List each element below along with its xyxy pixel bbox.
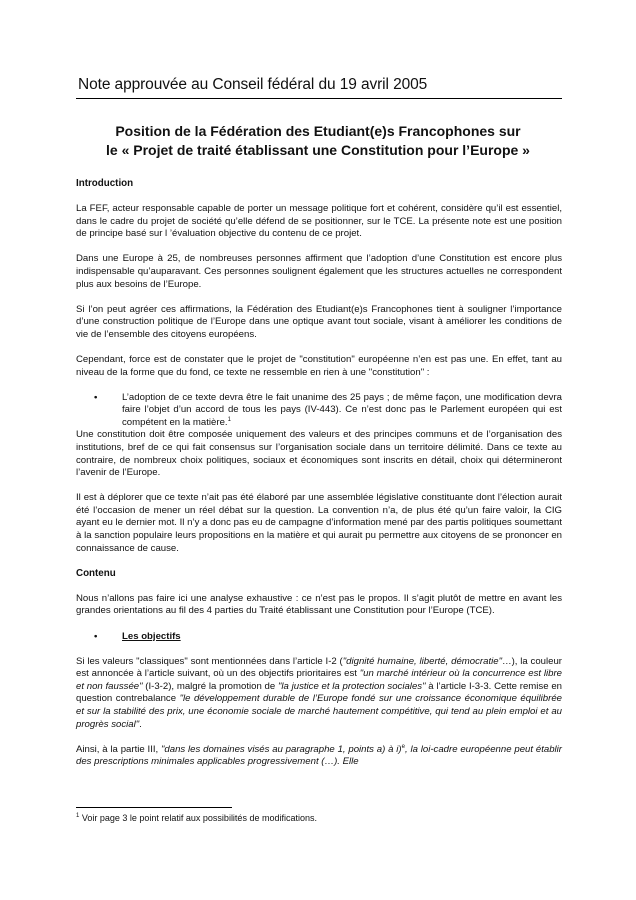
- text-run: à l’article I-3-3. Cette remise en question contrebalance: [76, 680, 562, 705]
- quote-run: "la justice et la protection sociales": [277, 680, 426, 692]
- quote-run: "le développement durable de l’Europe fondé sur une croissance économique équilibrée et sur la stabilité des prix, une économie sociale de marché hautement compétitive, qui tend au plein emploi et au progrès social": [76, 693, 563, 730]
- quote-run: "dans les domaines visés au paragraphe 1, points a) à i): [161, 743, 402, 755]
- paragraph: La FEF, acteur responsable capable de porter un message politique fort et cohérent, considère qu’il est essentiel, dans le cadre du projet de société qu’elle défend de se positionner, sur le TCE. La présente note est une position de principe basé sur l ’évaluation objective du contenu de ce projet.: [76, 203, 562, 240]
- paragraph: Si l’on peut agréer ces affirmations, la Fédération des Etudiant(e)s Francophones tient à souligner l’importance d’une construction politique de l’Europe dans une optique avant tout sociale, visant à améliorer les conditions de vie de l’ensemble des citoyens européens.: [76, 303, 562, 340]
- document-body: [76, 178, 562, 769]
- text-run: .: [139, 718, 142, 730]
- footnote-ref[interactable]: 1: [227, 416, 231, 423]
- title-line-1: Position de la Fédération des Etudiant(e)s Francophones sur: [115, 123, 521, 139]
- text-run: Si les valeurs "classiques" sont mentionnées dans l’article I-2 (: [76, 655, 343, 667]
- bullet-dot: •: [94, 391, 98, 403]
- paragraph: [76, 744, 562, 769]
- list-item: [94, 392, 562, 430]
- section-heading-contenu: Contenu: [76, 567, 116, 579]
- superscript: e: [401, 743, 405, 750]
- footnote-text: Voir page 3 le point relatif aux possibilités de modifications.: [79, 813, 317, 823]
- note-header: Note approuvée au Conseil fédéral du 19 avril 2005: [78, 76, 428, 93]
- paragraph: Une constitution doit être composée uniquement des valeurs et des principes communs et de l’organisation des institutions, bref de ce qui fait consensus sur l’organisation sociale dans un territoire délimité. Dans ce texte au contraire, de nombreux choix politiques, sociaux et économiques sont inscrits en détail, choix qui détermineront l’avenir de l’Europe.: [76, 429, 562, 479]
- header-rule: [76, 98, 562, 99]
- bullet-dot: •: [94, 630, 98, 642]
- quote-run: "dignité humaine, liberté, démocratie": [342, 655, 502, 667]
- text-run: …), la couleur est annoncée à l’article suivant, où un des objectifs prioritaires est: [76, 655, 562, 680]
- document-title: [60, 122, 576, 160]
- title-line-2: le « Projet de traité établissant une Constitution pour l’Europe »: [106, 142, 530, 158]
- paragraph: Il est à déplorer que ce texte n’ait pas été élaboré par une assemblée législative constituante dont l’élection aurait été l’occasion de mener un réel débat sur la question. La convention n’a, de plus été qu’un faire valoir, la CIG ayant eu le dernier mot. Il n’y a donc pas eu de campagne d’information mené par des partis politiques soumettant à la sanction populaire leurs propositions en la matière et qui aurait pu permettre aux citoyens de se prononcer en connaissance de cause.: [76, 492, 562, 554]
- paragraph: Cependant, force est de constater que le projet de "constitution" européenne n’en est pas une. En effet, tant au niveau de la forme que du fond, ce texte ne ressemble en rien à une "constitution" :: [76, 353, 562, 378]
- quote-run: , la loi-cadre européenne peut établir des prescriptions minimales applicables progressivement (…). Elle: [76, 743, 562, 768]
- paragraph: [76, 656, 562, 732]
- quote-run: "un marché intérieur où la concurrence est libre et non faussée": [76, 668, 562, 692]
- paragraph: Dans une Europe à 25, de nombreuses personnes affirment que l’adoption d’une Constitution est encore plus indispensable qu’auparavant. Ces personnes soulignent également que les structures actuelles ne correspondent plus aux besoins de l’Europe.: [76, 253, 562, 290]
- list-item-objectifs: [94, 631, 562, 644]
- footnote-rule: [76, 807, 232, 808]
- text-run: Ainsi, à la partie III,: [76, 743, 161, 755]
- section-heading-introduction: Introduction: [76, 178, 134, 189]
- text-run: (I-3-2), malgré la promotion de: [142, 680, 278, 692]
- bullet-text: L’adoption de ce texte devra être le fait unanime des 25 pays ; de même façon, une modification devra faire l’objet d’un accord de tous les pays (IV-443). Ce n’est donc pas le Parlement européen qui est compétent en la matière.: [122, 391, 562, 428]
- paragraph: Nous n’allons pas faire ici une analyse exhaustive : ce n’est pas le propos. Il s’agit plutôt de mettre en avant les grandes orientations au fil des 4 parties du Traité établissant une Constitution pour l’Europe (TCE).: [76, 592, 562, 617]
- footnote: [76, 812, 562, 824]
- subsection-heading-objectifs: Les objectifs: [122, 630, 181, 642]
- footnote-number: 1: [76, 813, 80, 819]
